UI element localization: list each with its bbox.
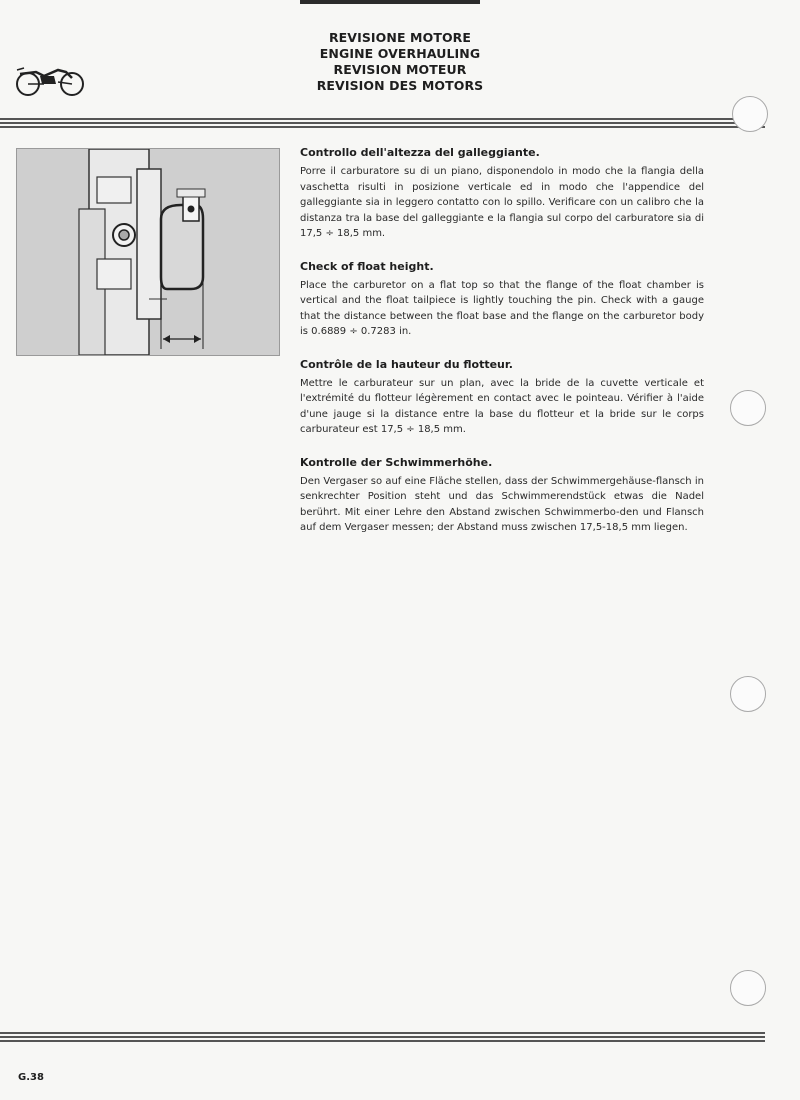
section-german bbox=[300, 456, 704, 536]
section-heading: Controllo dell'altezza del galleggiante. bbox=[300, 146, 540, 159]
section-english bbox=[300, 260, 704, 340]
punch-hole bbox=[730, 970, 766, 1006]
section-body: Den Vergaser so auf eine Fläche stellen, dass der Schwimmergehäuse-flansch in senkrechter Position steht und das Schwimmerendstück etwas die Nadel berührt. Mit einer Lehre den Abstand zwischen Schwimmerbo-den und Flansch auf dem Vergaser messen; der Abstand muss zwischen 17,5-18,5 mm liegen. bbox=[300, 475, 704, 533]
section-heading: Kontrolle der Schwimmerhöhe. bbox=[300, 455, 493, 469]
instructions bbox=[300, 146, 704, 554]
header-rule bbox=[0, 118, 765, 130]
punch-hole bbox=[730, 676, 766, 712]
section-body: Place the carburetor on a flat top so that the flange of the float chamber is vertical and the float tailpiece is lightly touching the pin. Check with a gauge that the distance between the float base and the flange on the carburetor body is 0.6889 ÷ 0.7283 in. bbox=[300, 279, 704, 337]
header-title-fr: REVISION MOTEUR bbox=[333, 62, 467, 77]
punch-hole bbox=[732, 96, 768, 132]
top-edge-bar bbox=[300, 0, 480, 4]
footer-rule bbox=[0, 1032, 765, 1044]
section-french bbox=[300, 358, 704, 438]
motorcycle-icon bbox=[14, 58, 86, 100]
section-body: Mettre le carburateur sur un plan, avec la bride de la cuvette verticale et l'extrémité du flotteur légèrement en contact avec le pointeau. Vérifier à l'aide d'une jauge si la distance entre la base du flotteur et la bride sur le corps carburateur est 17,5 ÷ 18,5 mm. bbox=[300, 377, 704, 435]
page-number: G.38 bbox=[18, 1072, 44, 1083]
header-title-it: REVISIONE MOTORE bbox=[328, 30, 472, 45]
carburetor-figure bbox=[16, 148, 280, 356]
section-heading: Contrôle de la hauteur du flotteur. bbox=[300, 357, 513, 371]
page-header bbox=[230, 30, 570, 94]
section-italian bbox=[300, 146, 704, 242]
punch-hole bbox=[730, 390, 766, 426]
header-title-de: REVISION DES MOTORS bbox=[316, 78, 484, 93]
section-body: Porre il carburatore su di un piano, disponendolo in modo che la flangia della vaschetta risulti in posizione verticale ed in modo che l'appendice del galleggiante sia in leggero contatto con lo spillo. Verificare con un calibro che la distanza tra la base del galleggiante e la flangia sul corpo del carburatore sia di 17,5 ÷ 18,5 mm. bbox=[300, 166, 704, 239]
section-heading: Check of float height. bbox=[300, 259, 434, 273]
header-title-en: ENGINE OVERHAULING bbox=[319, 46, 481, 61]
